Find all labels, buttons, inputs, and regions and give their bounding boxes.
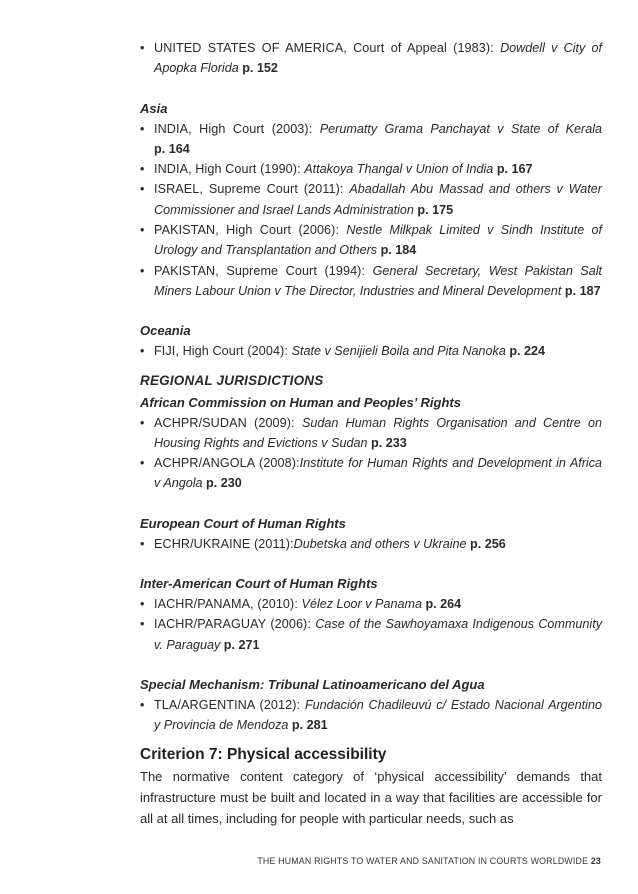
- case-title: General Secretary, West Pakistan Salt Miners Labour Union v The Director, Industries and Mineral Development: [154, 263, 602, 298]
- spacer: [140, 554, 602, 573]
- case-title: Attakoya Thangal v Union of India: [304, 162, 494, 177]
- case-list-item: [140, 695, 602, 736]
- spacer: [140, 494, 602, 513]
- case-list-item: [140, 413, 602, 454]
- case-page-ref: p. 224: [509, 344, 546, 359]
- bullet-icon: •: [140, 41, 145, 55]
- region-heading: Inter-American Court of Human Rights: [140, 576, 378, 592]
- criterion-heading: Criterion 7: Physical accessibility: [140, 745, 387, 763]
- case-title: Case of the Sawhoyamaxa Indigenous Community v. Paraguay: [154, 617, 603, 652]
- case-list-item: [140, 38, 602, 79]
- case-page-ref: p. 184: [380, 243, 417, 258]
- case-court: INDIA, High Court (2003):: [154, 121, 320, 136]
- case-list-item: [140, 614, 602, 655]
- case-page-ref: p. 187: [564, 283, 601, 298]
- case-page-ref: p. 164: [154, 141, 190, 156]
- region-heading: Special Mechanism: Tribunal Latinoamericano del Agua: [140, 676, 485, 692]
- case-list-item: [140, 119, 602, 160]
- section-heading: REGIONAL JURISDICTIONS: [140, 372, 324, 388]
- case-title: Institute for Human Rights and Development in Africa v Angola: [154, 456, 603, 491]
- region-heading: Oceania: [140, 323, 191, 339]
- bullet-icon: •: [140, 121, 145, 136]
- case-court: ACHPR/ANGOLA (2008):: [154, 456, 300, 471]
- bullet-icon: •: [140, 697, 145, 712]
- case-title: Fundación Chadileuvú c/ Estado Nacional Argentino y Provincia de Mendoza: [154, 697, 602, 733]
- spacer: [140, 736, 602, 744]
- footer-title: THE HUMAN RIGHTS TO WATER AND SANITATION IN COURTS WORLDWIDE: [257, 856, 589, 866]
- bullet-icon: •: [140, 162, 145, 177]
- case-list-item: [140, 594, 602, 614]
- bullet-icon: •: [140, 263, 145, 278]
- bullet-icon: •: [140, 223, 145, 238]
- case-page-ref: p. 256: [470, 536, 506, 551]
- case-title: Dubetska and others v Ukraine: [293, 536, 467, 551]
- case-list-item: [140, 159, 602, 179]
- bullet-icon: •: [140, 344, 145, 359]
- region-heading: African Commission on Human and Peoples’ Rights: [140, 394, 461, 410]
- case-page-ref: p. 233: [371, 435, 407, 450]
- case-page-ref: p. 271: [223, 637, 260, 652]
- case-title: Sudan Human Rights Organisation and Centre on Housing Rights and Evictions v Sudan: [154, 415, 602, 450]
- case-list-item: [140, 179, 602, 220]
- case-page-ref: p. 264: [425, 597, 462, 612]
- body-paragraph: The normative content category of ‘physical accessibility’ demands that infrastructure must be built and located in a way that facilities are accessible for all at all times, including for people with particular needs, such as: [140, 768, 602, 826]
- case-list-item: [140, 261, 602, 302]
- case-court: TLA/ARGENTINA (2012):: [154, 697, 305, 712]
- case-list-item: [140, 534, 602, 554]
- case-court: IACHR/PARAGUAY (2006):: [154, 617, 316, 632]
- spacer: [140, 655, 602, 674]
- bullet-icon: •: [140, 415, 145, 430]
- case-list-item: [140, 341, 602, 361]
- spacer: [140, 362, 602, 370]
- bullet-icon: •: [140, 597, 145, 612]
- case-page-ref: p. 281: [291, 718, 328, 733]
- region-heading: Asia: [140, 100, 168, 116]
- spacer: [140, 79, 602, 98]
- case-list-item: [140, 220, 602, 261]
- bullet-icon: •: [140, 456, 145, 471]
- case-list-item: [140, 453, 602, 494]
- case-title: Vélez Loor v Panama: [301, 597, 422, 612]
- case-court: FIJI, High Court (2004):: [154, 344, 292, 359]
- case-page-ref: p. 152: [242, 61, 278, 76]
- spacer: [140, 301, 602, 320]
- case-title: State v Senijieli Boila and Pita Nanoka: [291, 344, 506, 359]
- case-court: PAKISTAN, High Court (2006):: [154, 223, 347, 238]
- case-page-ref: p. 230: [206, 476, 242, 491]
- case-court: IACHR/PANAMA, (2010):: [154, 597, 302, 612]
- page-footer: [140, 856, 601, 866]
- case-court: ISRAEL, Supreme Court (2011):: [154, 182, 350, 197]
- case-court: ECHR/UKRAINE (2011):: [154, 536, 294, 551]
- case-title: Dowdell v City of Apopka Florida: [154, 41, 602, 76]
- bullet-icon: •: [140, 182, 145, 197]
- case-court: ACHPR/SUDAN (2009):: [154, 415, 302, 430]
- bullet-icon: •: [140, 536, 145, 551]
- case-page-ref: p. 167: [496, 162, 533, 177]
- case-title: Abadallah Abu Massad and others v Water Commissioner and Israel Lands Administration: [154, 182, 602, 217]
- region-heading: European Court of Human Rights: [140, 515, 346, 531]
- case-court: INDIA, High Court (1990):: [154, 162, 305, 177]
- case-court: PAKISTAN, Supreme Court (1994):: [154, 263, 373, 278]
- case-court: UNITED STATES OF AMERICA, Court of Appeal (1983):: [154, 41, 501, 55]
- footer-page-number: 23: [590, 856, 601, 866]
- case-title: Nestle Milkpak Limited v Sindh Institute of Urology and Transplantation and Others: [154, 223, 602, 258]
- case-title: Perumatty Grama Panchayat v State of Kerala: [319, 121, 603, 136]
- case-page-ref: p. 175: [417, 202, 454, 217]
- page-content: [140, 38, 602, 829]
- bullet-icon: •: [140, 617, 145, 632]
